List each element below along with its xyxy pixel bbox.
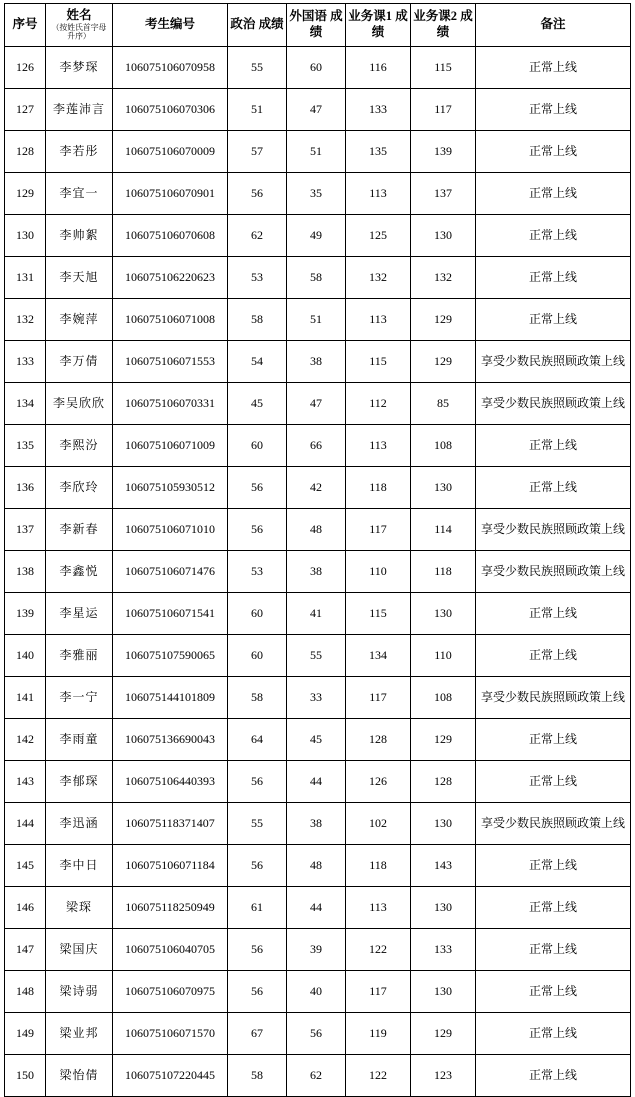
- cell-note: 正常上线: [476, 131, 631, 173]
- column-header-exam-id: [113, 4, 228, 47]
- cell-name: 李一宁: [46, 677, 113, 719]
- cell-foreign: 33: [287, 677, 346, 719]
- cell-exam-id: 106075106070608: [113, 215, 228, 257]
- column-header-major1-label: 业务课1: [348, 9, 393, 24]
- cell-major1: 134: [346, 635, 411, 677]
- cell-major1: 115: [346, 341, 411, 383]
- cell-name: 梁琛: [46, 887, 113, 929]
- table-row: [5, 89, 631, 131]
- cell-note: 正常上线: [476, 215, 631, 257]
- cell-note: 正常上线: [476, 761, 631, 803]
- cell-major1: 113: [346, 299, 411, 341]
- cell-exam-id: 106075106071541: [113, 593, 228, 635]
- table-row: [5, 803, 631, 845]
- cell-major2: 130: [411, 803, 476, 845]
- cell-major2: 129: [411, 719, 476, 761]
- cell-foreign: 44: [287, 887, 346, 929]
- column-header-major1: [346, 4, 411, 47]
- column-header-foreign-label: 外国语: [289, 9, 327, 24]
- cell-seq: 140: [5, 635, 46, 677]
- table-row: [5, 131, 631, 173]
- cell-politics: 56: [228, 971, 287, 1013]
- cell-major1: 113: [346, 887, 411, 929]
- cell-major1: 102: [346, 803, 411, 845]
- cell-exam-id: 106075106071553: [113, 341, 228, 383]
- cell-politics: 64: [228, 719, 287, 761]
- cell-exam-id: 106075136690043: [113, 719, 228, 761]
- cell-major1: 116: [346, 47, 411, 89]
- cell-seq: 145: [5, 845, 46, 887]
- cell-name: 李新春: [46, 509, 113, 551]
- cell-note: 正常上线: [476, 89, 631, 131]
- cell-note: 正常上线: [476, 173, 631, 215]
- cell-major2: 118: [411, 551, 476, 593]
- cell-major2: 108: [411, 677, 476, 719]
- cell-name: 梁怡倩: [46, 1055, 113, 1097]
- cell-politics: 62: [228, 215, 287, 257]
- cell-major1: 122: [346, 929, 411, 971]
- cell-major2: 129: [411, 341, 476, 383]
- cell-foreign: 66: [287, 425, 346, 467]
- table-row: [5, 467, 631, 509]
- cell-exam-id: 106075106070975: [113, 971, 228, 1013]
- cell-major2: 108: [411, 425, 476, 467]
- cell-name: 李雨童: [46, 719, 113, 761]
- cell-major1: 117: [346, 971, 411, 1013]
- cell-seq: 128: [5, 131, 46, 173]
- cell-exam-id: 106075106040705: [113, 929, 228, 971]
- cell-seq: 147: [5, 929, 46, 971]
- column-header-name-label: 姓名: [66, 7, 92, 22]
- cell-note: 享受少数民族照顾政策上线: [476, 677, 631, 719]
- table-row: [5, 677, 631, 719]
- cell-foreign: 56: [287, 1013, 346, 1055]
- column-header-exam-id-label: 考生编号: [144, 17, 195, 32]
- cell-note: 正常上线: [476, 467, 631, 509]
- cell-name: 李星运: [46, 593, 113, 635]
- column-header-foreign: [287, 4, 346, 47]
- column-header-politics-sub: 成绩: [258, 17, 284, 32]
- cell-name: 李郁琛: [46, 761, 113, 803]
- cell-seq: 141: [5, 677, 46, 719]
- cell-seq: 133: [5, 341, 46, 383]
- cell-exam-id: 106075106070901: [113, 173, 228, 215]
- cell-name: 李迅涵: [46, 803, 113, 845]
- cell-major1: 118: [346, 845, 411, 887]
- cell-major1: 117: [346, 677, 411, 719]
- cell-exam-id: 106075106071476: [113, 551, 228, 593]
- cell-name: 李帅絮: [46, 215, 113, 257]
- column-header-seq-label: 序号: [12, 17, 38, 32]
- cell-note: 正常上线: [476, 299, 631, 341]
- cell-major2: 132: [411, 257, 476, 299]
- cell-major2: 115: [411, 47, 476, 89]
- cell-note: 正常上线: [476, 593, 631, 635]
- cell-politics: 56: [228, 173, 287, 215]
- cell-exam-id: 106075144101809: [113, 677, 228, 719]
- cell-seq: 131: [5, 257, 46, 299]
- cell-exam-id: 106075118250949: [113, 887, 228, 929]
- cell-politics: 51: [228, 89, 287, 131]
- cell-note: 正常上线: [476, 719, 631, 761]
- cell-seq: 143: [5, 761, 46, 803]
- cell-seq: 137: [5, 509, 46, 551]
- cell-politics: 57: [228, 131, 287, 173]
- cell-seq: 130: [5, 215, 46, 257]
- cell-name: 李欣玲: [46, 467, 113, 509]
- cell-note: 享受少数民族照顾政策上线: [476, 803, 631, 845]
- cell-name: 李万倩: [46, 341, 113, 383]
- cell-major1: 115: [346, 593, 411, 635]
- table-row: [5, 215, 631, 257]
- cell-name: 梁国庆: [46, 929, 113, 971]
- cell-note: 正常上线: [476, 635, 631, 677]
- cell-major2: 128: [411, 761, 476, 803]
- table-row: [5, 383, 631, 425]
- cell-note: 享受少数民族照顾政策上线: [476, 551, 631, 593]
- cell-exam-id: 106075106071184: [113, 845, 228, 887]
- cell-note: 正常上线: [476, 845, 631, 887]
- cell-foreign: 38: [287, 551, 346, 593]
- cell-name: 李梦琛: [46, 47, 113, 89]
- cell-name: 李鑫悦: [46, 551, 113, 593]
- table-row: [5, 551, 631, 593]
- cell-seq: 132: [5, 299, 46, 341]
- cell-major1: 135: [346, 131, 411, 173]
- cell-foreign: 38: [287, 803, 346, 845]
- cell-exam-id: 106075105930512: [113, 467, 228, 509]
- cell-politics: 60: [228, 593, 287, 635]
- cell-foreign: 55: [287, 635, 346, 677]
- cell-major1: 128: [346, 719, 411, 761]
- table-row: [5, 929, 631, 971]
- cell-major1: 126: [346, 761, 411, 803]
- cell-note: 享受少数民族照顾政策上线: [476, 509, 631, 551]
- cell-exam-id: 106075107590065: [113, 635, 228, 677]
- column-header-name-sub: （按姓氏首字母升序）: [51, 23, 107, 42]
- cell-major2: 129: [411, 1013, 476, 1055]
- cell-name: 李雅丽: [46, 635, 113, 677]
- cell-politics: 55: [228, 803, 287, 845]
- table-row: [5, 593, 631, 635]
- column-header-note: [476, 4, 631, 47]
- cell-note: 正常上线: [476, 1055, 631, 1097]
- cell-name: 梁诗弱: [46, 971, 113, 1013]
- cell-exam-id: 106075106070306: [113, 89, 228, 131]
- cell-foreign: 49: [287, 215, 346, 257]
- cell-foreign: 44: [287, 761, 346, 803]
- cell-note: 正常上线: [476, 929, 631, 971]
- cell-note: 正常上线: [476, 257, 631, 299]
- cell-major2: 123: [411, 1055, 476, 1097]
- table-row: [5, 173, 631, 215]
- cell-major2: 139: [411, 131, 476, 173]
- cell-note: 正常上线: [476, 971, 631, 1013]
- cell-exam-id: 106075107220445: [113, 1055, 228, 1097]
- cell-exam-id: 106075106220623: [113, 257, 228, 299]
- cell-major2: 130: [411, 467, 476, 509]
- cell-exam-id: 106075106071008: [113, 299, 228, 341]
- table-row: [5, 845, 631, 887]
- table-row: [5, 719, 631, 761]
- cell-note: 正常上线: [476, 887, 631, 929]
- cell-major1: 119: [346, 1013, 411, 1055]
- table-row: [5, 761, 631, 803]
- header-row: [5, 4, 631, 47]
- cell-major1: 113: [346, 173, 411, 215]
- table-row: [5, 971, 631, 1013]
- cell-foreign: 58: [287, 257, 346, 299]
- cell-seq: 142: [5, 719, 46, 761]
- cell-exam-id: 106075106440393: [113, 761, 228, 803]
- table-body: [5, 47, 631, 1097]
- cell-foreign: 45: [287, 719, 346, 761]
- cell-foreign: 42: [287, 467, 346, 509]
- cell-name: 李吴欣欣: [46, 383, 113, 425]
- cell-major1: 112: [346, 383, 411, 425]
- cell-major1: 125: [346, 215, 411, 257]
- cell-politics: 58: [228, 1055, 287, 1097]
- cell-exam-id: 106075106070958: [113, 47, 228, 89]
- cell-major1: 118: [346, 467, 411, 509]
- cell-politics: 58: [228, 677, 287, 719]
- cell-name: 李天旭: [46, 257, 113, 299]
- table-row: [5, 1013, 631, 1055]
- cell-foreign: 35: [287, 173, 346, 215]
- cell-foreign: 48: [287, 509, 346, 551]
- cell-seq: 134: [5, 383, 46, 425]
- cell-politics: 56: [228, 509, 287, 551]
- cell-major2: 130: [411, 971, 476, 1013]
- cell-name: 李莲沛言: [46, 89, 113, 131]
- cell-foreign: 47: [287, 383, 346, 425]
- cell-foreign: 38: [287, 341, 346, 383]
- cell-politics: 54: [228, 341, 287, 383]
- column-header-name: [46, 4, 113, 47]
- cell-exam-id: 106075118371407: [113, 803, 228, 845]
- cell-politics: 60: [228, 425, 287, 467]
- cell-major1: 133: [346, 89, 411, 131]
- cell-seq: 146: [5, 887, 46, 929]
- column-header-major1-sub: 成绩: [371, 9, 408, 39]
- cell-politics: 67: [228, 1013, 287, 1055]
- cell-politics: 56: [228, 467, 287, 509]
- cell-seq: 144: [5, 803, 46, 845]
- cell-seq: 138: [5, 551, 46, 593]
- admission-score-table: [4, 3, 631, 1097]
- table-row: [5, 341, 631, 383]
- column-header-politics-label: 政治: [230, 17, 256, 32]
- cell-politics: 53: [228, 551, 287, 593]
- cell-politics: 56: [228, 845, 287, 887]
- cell-major2: 117: [411, 89, 476, 131]
- cell-politics: 60: [228, 635, 287, 677]
- cell-foreign: 39: [287, 929, 346, 971]
- cell-major2: 130: [411, 215, 476, 257]
- cell-exam-id: 106075106070009: [113, 131, 228, 173]
- table-row: [5, 635, 631, 677]
- cell-major1: 110: [346, 551, 411, 593]
- cell-note: 享受少数民族照顾政策上线: [476, 383, 631, 425]
- cell-seq: 148: [5, 971, 46, 1013]
- cell-major2: 143: [411, 845, 476, 887]
- cell-foreign: 47: [287, 89, 346, 131]
- cell-seq: 149: [5, 1013, 46, 1055]
- cell-foreign: 60: [287, 47, 346, 89]
- cell-seq: 136: [5, 467, 46, 509]
- table-row: [5, 509, 631, 551]
- table-row: [5, 425, 631, 467]
- cell-seq: 126: [5, 47, 46, 89]
- cell-major2: 130: [411, 887, 476, 929]
- cell-name: 李婉萍: [46, 299, 113, 341]
- cell-politics: 61: [228, 887, 287, 929]
- cell-exam-id: 106075106071009: [113, 425, 228, 467]
- cell-major1: 117: [346, 509, 411, 551]
- cell-major2: 114: [411, 509, 476, 551]
- column-header-major2: [411, 4, 476, 47]
- cell-major2: 129: [411, 299, 476, 341]
- cell-exam-id: 106075106071010: [113, 509, 228, 551]
- cell-name: 李宜一: [46, 173, 113, 215]
- cell-note: 正常上线: [476, 1013, 631, 1055]
- table-row: [5, 299, 631, 341]
- table-row: [5, 47, 631, 89]
- column-header-major2-sub: 成绩: [436, 9, 473, 39]
- cell-foreign: 40: [287, 971, 346, 1013]
- column-header-politics: [228, 4, 287, 47]
- table-row: [5, 257, 631, 299]
- cell-major1: 122: [346, 1055, 411, 1097]
- cell-major2: 85: [411, 383, 476, 425]
- column-header-foreign-sub: 成绩: [309, 9, 343, 39]
- cell-major1: 132: [346, 257, 411, 299]
- cell-major2: 133: [411, 929, 476, 971]
- cell-seq: 129: [5, 173, 46, 215]
- cell-name: 梁业邦: [46, 1013, 113, 1055]
- cell-major1: 113: [346, 425, 411, 467]
- cell-politics: 58: [228, 299, 287, 341]
- cell-politics: 55: [228, 47, 287, 89]
- cell-name: 李中日: [46, 845, 113, 887]
- table-header: [5, 4, 631, 47]
- table-row: [5, 1055, 631, 1097]
- table-row: [5, 887, 631, 929]
- column-header-seq: [5, 4, 46, 47]
- cell-seq: 127: [5, 89, 46, 131]
- cell-note: 正常上线: [476, 47, 631, 89]
- cell-exam-id: 106075106071570: [113, 1013, 228, 1055]
- column-header-major2-label: 业务课2: [413, 9, 458, 24]
- cell-politics: 56: [228, 761, 287, 803]
- cell-foreign: 48: [287, 845, 346, 887]
- cell-major2: 137: [411, 173, 476, 215]
- cell-foreign: 51: [287, 131, 346, 173]
- cell-seq: 150: [5, 1055, 46, 1097]
- cell-politics: 56: [228, 929, 287, 971]
- cell-exam-id: 106075106070331: [113, 383, 228, 425]
- cell-note: 享受少数民族照顾政策上线: [476, 341, 631, 383]
- cell-major2: 110: [411, 635, 476, 677]
- cell-foreign: 41: [287, 593, 346, 635]
- column-header-note-label: 备注: [540, 17, 566, 32]
- cell-politics: 53: [228, 257, 287, 299]
- cell-name: 李若彤: [46, 131, 113, 173]
- cell-seq: 135: [5, 425, 46, 467]
- cell-name: 李熙汾: [46, 425, 113, 467]
- cell-note: 正常上线: [476, 425, 631, 467]
- cell-foreign: 62: [287, 1055, 346, 1097]
- cell-foreign: 51: [287, 299, 346, 341]
- cell-politics: 45: [228, 383, 287, 425]
- cell-major2: 130: [411, 593, 476, 635]
- cell-seq: 139: [5, 593, 46, 635]
